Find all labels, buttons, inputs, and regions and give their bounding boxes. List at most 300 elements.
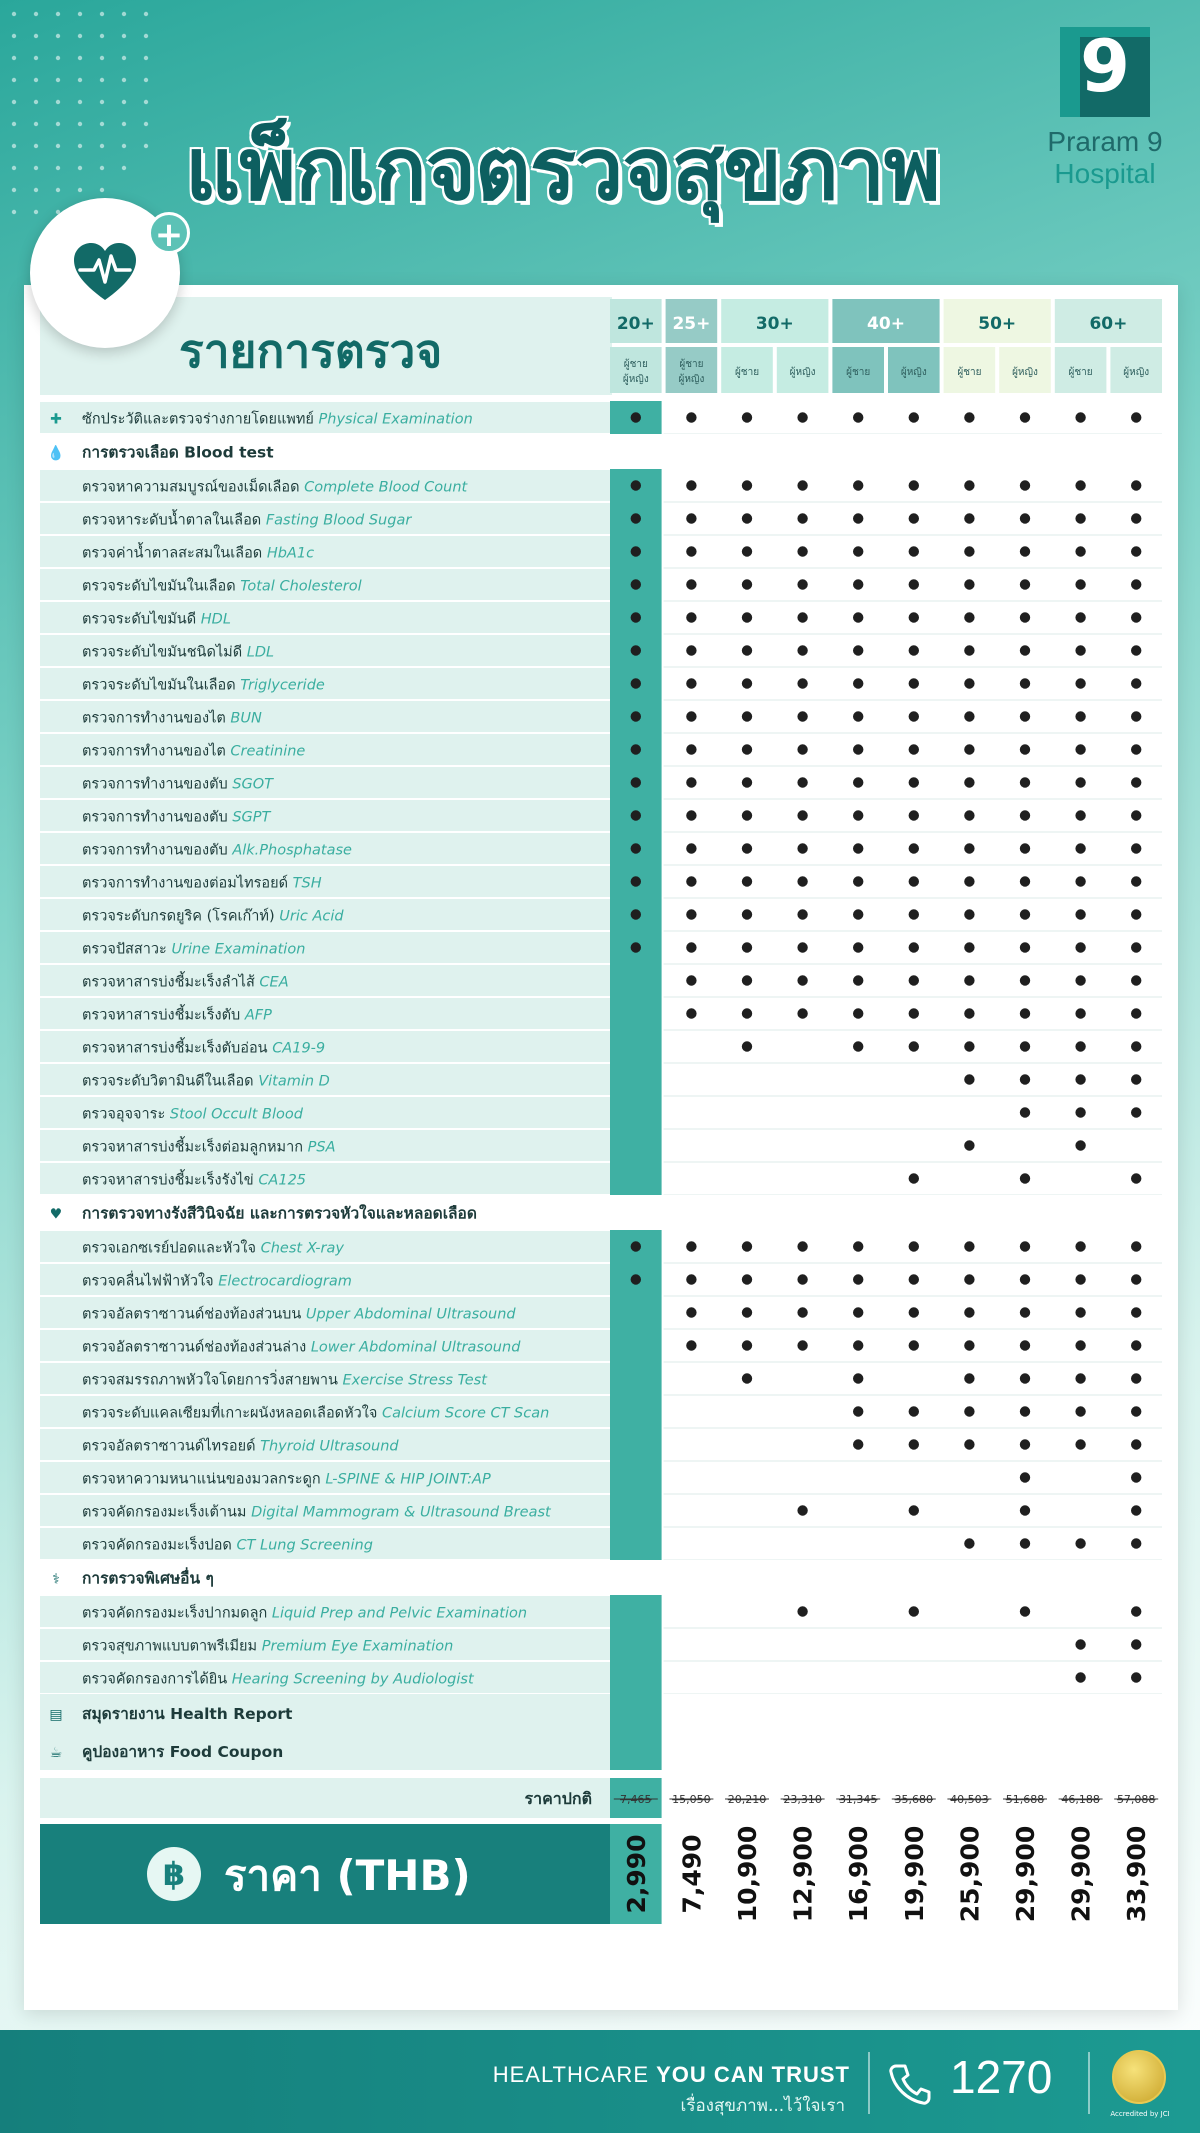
test-label — [82, 1271, 352, 1290]
test-label — [82, 1339, 521, 1356]
included-dot — [964, 777, 974, 787]
phone-icon[interactable] — [885, 2060, 933, 2108]
included-dot — [853, 711, 863, 721]
test-label-en: Physical Examination — [318, 411, 473, 428]
included-dot — [797, 1340, 807, 1350]
included-dot — [909, 579, 919, 589]
included-dot — [1020, 579, 1030, 589]
included-dot — [964, 480, 974, 490]
test-label-th: ตรวจหาความสมบูรณ์ของเม็ดเลือด — [82, 479, 305, 496]
included-dot — [853, 1340, 863, 1350]
test-label-th: ตรวจอัลตราซาวนด์ช่องท้องส่วนล่าง — [82, 1339, 311, 1356]
included-dot — [1131, 1439, 1141, 1449]
test-label-th: ตรวจหาสารบ่งชี้มะเร็งรังไข่ — [82, 1172, 259, 1189]
included-dot — [1131, 513, 1141, 523]
included-dot — [797, 711, 807, 721]
included-dot — [909, 412, 919, 422]
included-dot — [909, 843, 919, 853]
baht-symbol: ฿ — [162, 1855, 186, 1893]
test-row — [40, 1096, 1162, 1129]
included-dot — [1131, 1340, 1141, 1350]
test-label-th: ตรวจอัลตราซาวนด์ไทรอยด์ — [82, 1438, 261, 1455]
test-label-th: ตรวจสุขภาพแบบตาพรีเมียม — [82, 1638, 262, 1655]
gender-label: ผู้หญิง — [900, 367, 927, 378]
included-dot — [1020, 1041, 1030, 1051]
included-dot — [1020, 744, 1030, 754]
included-dot — [686, 843, 696, 853]
test-label-en: Premium Eye Examination — [261, 1638, 454, 1655]
normal-price: 7,465 — [620, 1793, 652, 1806]
test-label-en: TSH — [292, 875, 322, 892]
included-dot — [797, 1241, 807, 1251]
included-dot — [1020, 412, 1030, 422]
included-dot — [1020, 546, 1030, 556]
gender-label: ผู้ชาย — [734, 367, 760, 378]
included-dot — [742, 513, 752, 523]
included-dot — [1131, 909, 1141, 919]
included-dot — [686, 678, 696, 688]
included-dot — [1075, 909, 1085, 919]
footer-tagline-th: เรื่องสุขภาพ...ไว้ใจเรา — [680, 2096, 845, 2116]
test-label — [82, 1239, 344, 1257]
test-row — [40, 766, 1162, 799]
included-dot — [853, 1307, 863, 1317]
test-label-en: Triglyceride — [240, 677, 325, 694]
included-dot — [1131, 645, 1141, 655]
included-dot — [1075, 1041, 1085, 1051]
included-dot — [1131, 711, 1141, 721]
age-group-label: 30+ — [755, 314, 794, 334]
included-dot — [1020, 711, 1030, 721]
highlight-col-cell — [610, 1162, 662, 1195]
included-dot — [909, 480, 919, 490]
notebook-icon: ▤ — [49, 1707, 63, 1723]
gender-label: ผู้ชาย — [1068, 367, 1093, 378]
included-dot — [631, 1241, 641, 1251]
test-label-th: ตรวจการทำงานของไต — [82, 710, 231, 727]
test-label-th: ตรวจการทำงานของตับ — [82, 776, 233, 793]
included-dot — [742, 546, 752, 556]
included-dot — [686, 480, 696, 490]
test-label-en: LDL — [246, 644, 275, 661]
included-dot — [853, 1041, 863, 1051]
test-label-th: ตรวจหาสารบ่งชี้มะเร็งตับอ่อน — [82, 1040, 273, 1057]
included-dot — [1020, 480, 1030, 490]
included-dot — [853, 412, 863, 422]
included-dot — [1020, 1439, 1030, 1449]
blood-drop-icon: 💧 — [47, 445, 65, 462]
gender-label: ผู้หญิง — [1123, 367, 1150, 378]
stethoscope-icon: ⚕ — [52, 1571, 60, 1588]
included-dot — [909, 909, 919, 919]
age-group-label: 20+ — [616, 314, 655, 334]
included-dot — [909, 612, 919, 622]
test-row — [40, 535, 1162, 568]
included-dot — [1131, 1606, 1141, 1616]
included-dot — [909, 1307, 919, 1317]
test-label-th: ตรวจระดับแคลเซียมที่เกาะผนังหลอดเลือดหัวใจ — [82, 1405, 382, 1422]
test-label-en: SGPT — [232, 809, 271, 826]
included-dot — [1131, 1274, 1141, 1284]
highlight-col-cell — [610, 997, 662, 1030]
test-row — [40, 1595, 1162, 1628]
test-label-en: Upper Abdominal Ultrasound — [305, 1306, 516, 1323]
test-row — [40, 1030, 1162, 1063]
highlight-col-cell — [610, 964, 662, 997]
test-row — [40, 832, 1162, 865]
test-row — [40, 799, 1162, 832]
included-dot — [964, 1074, 974, 1084]
included-dot — [1131, 1639, 1141, 1649]
included-dot — [686, 909, 696, 919]
included-dot — [631, 612, 641, 622]
included-dot — [964, 876, 974, 886]
included-dot — [1075, 513, 1085, 523]
included-dot — [742, 711, 752, 721]
included-dot — [853, 975, 863, 985]
test-row — [40, 1428, 1162, 1461]
normal-price: 46,188 — [1061, 1793, 1100, 1806]
included-dot — [686, 513, 696, 523]
included-dot — [1075, 1074, 1085, 1084]
included-dot — [797, 645, 807, 655]
test-label — [82, 942, 305, 958]
included-dot — [964, 1340, 974, 1350]
included-dot — [686, 1340, 696, 1350]
test-label-th: ตรวจหาระดับน้ำตาลในเลือด — [82, 512, 266, 529]
test-label-th: ตรวจคัดกรองมะเร็งปอด — [82, 1537, 237, 1554]
included-dot — [1075, 711, 1085, 721]
highlight-col-cell — [610, 1296, 662, 1329]
included-dot — [631, 546, 641, 556]
included-dot — [1075, 1439, 1085, 1449]
included-dot — [1131, 1107, 1141, 1117]
package-price: 10,900 — [733, 1825, 762, 1923]
included-dot — [1020, 1008, 1030, 1018]
included-dot — [964, 645, 974, 655]
test-label-th: ตรวจหาสารบ่งชี้มะเร็งลำไส้ — [82, 974, 260, 991]
test-label — [82, 1370, 488, 1389]
test-label — [82, 477, 469, 496]
test-label-en: CT Lung Screening — [236, 1537, 373, 1554]
included-dot — [797, 1606, 807, 1616]
test-label-en: Vitamin D — [258, 1073, 330, 1090]
package-price: 7,490 — [677, 1834, 707, 1914]
included-dot — [742, 579, 752, 589]
section-row — [40, 1195, 1162, 1230]
included-dot — [964, 1241, 974, 1251]
test-row — [40, 1129, 1162, 1162]
included-dot — [1075, 1307, 1085, 1317]
included-dot — [1075, 480, 1085, 490]
included-dot — [631, 645, 641, 655]
included-dot — [797, 579, 807, 589]
footer-tagline-2: YOU CAN TRUST — [656, 2062, 850, 2087]
included-dot — [853, 1373, 863, 1383]
included-dot — [1131, 1173, 1141, 1183]
included-dot — [742, 678, 752, 688]
test-label-th: ตรวจคัดกรองมะเร็งเต้านม — [82, 1504, 252, 1521]
gender-label: ผู้ชาย — [846, 367, 871, 378]
test-row — [40, 1063, 1162, 1096]
included-dot — [1020, 1538, 1030, 1548]
included-dot — [853, 1439, 863, 1449]
included-dot — [1075, 1274, 1085, 1284]
test-label-th: ตรวจการทำงานของไต — [82, 743, 231, 760]
test-label-th: ตรวจคัดกรองการได้ยิน — [82, 1671, 232, 1688]
included-dot — [1075, 810, 1085, 820]
test-label — [82, 1437, 399, 1455]
included-dot — [797, 744, 807, 754]
test-label-en: Calcium Score CT Scan — [381, 1405, 550, 1422]
section-title: การตรวจทางรังสีวินิจฉัย และการตรวจหัวใจและหลอดเลือด — [82, 1204, 477, 1223]
included-dot — [909, 1241, 919, 1251]
included-dot — [1020, 1107, 1030, 1117]
section-row — [40, 1694, 1162, 1732]
included-dot — [1020, 1472, 1030, 1482]
test-row — [40, 997, 1162, 1030]
highlight-col-cell — [610, 1694, 662, 1732]
test-row — [40, 469, 1162, 502]
included-dot — [1131, 942, 1141, 952]
included-dot — [964, 678, 974, 688]
test-label — [82, 1603, 527, 1622]
included-dot — [909, 876, 919, 886]
section-row — [40, 1732, 1162, 1770]
included-dot — [853, 678, 863, 688]
included-dot — [631, 909, 641, 919]
included-dot — [686, 876, 696, 886]
section-title: การตรวจเลือด Blood test — [82, 443, 274, 462]
age-group-label: 50+ — [978, 314, 1017, 334]
package-price: 25,900 — [955, 1825, 985, 1923]
test-label-th: ตรวจหาความหนาแน่นของมวลกระดูก — [82, 1471, 326, 1488]
test-label-en: Uric Acid — [279, 908, 344, 925]
included-dot — [797, 810, 807, 820]
included-dot — [1020, 810, 1030, 820]
included-dot — [686, 612, 696, 622]
included-dot — [964, 744, 974, 754]
jci-seal — [1112, 2050, 1166, 2104]
included-dot — [909, 678, 919, 688]
included-dot — [1020, 1241, 1030, 1251]
included-dot — [964, 843, 974, 853]
test-label-th: ตรวจระดับไขมันชนิดไม่ดี — [82, 644, 247, 661]
gender-label: ผู้ชาย — [679, 359, 704, 370]
included-dot — [964, 711, 974, 721]
package-price: 16,900 — [844, 1825, 874, 1923]
test-row — [40, 568, 1162, 601]
included-dot — [853, 579, 863, 589]
plus-icon: ✚ — [50, 411, 62, 428]
test-label — [82, 1472, 491, 1488]
included-dot — [1131, 777, 1141, 787]
included-dot — [1131, 1008, 1141, 1018]
test-row — [40, 502, 1162, 535]
test-label — [82, 1535, 373, 1554]
gender-label: ผู้หญิง — [678, 374, 705, 385]
footer-bar — [0, 2030, 1200, 2133]
included-dot — [1131, 1241, 1141, 1251]
test-row — [40, 401, 1162, 434]
highlight-col-cell — [610, 1428, 662, 1461]
test-label-en: Creatinine — [230, 743, 306, 760]
included-dot — [1020, 777, 1030, 787]
included-dot — [1075, 1241, 1085, 1251]
food-icon: ☕ — [49, 1745, 63, 1761]
test-label-th: ตรวจการทำงานของตับ — [82, 809, 233, 826]
section-row — [40, 434, 1162, 469]
included-dot — [631, 579, 641, 589]
test-label — [82, 1670, 475, 1688]
included-dot — [797, 412, 807, 422]
included-dot — [853, 942, 863, 952]
included-dot — [742, 942, 752, 952]
included-dot — [742, 777, 752, 787]
included-dot — [742, 1373, 752, 1383]
test-row — [40, 898, 1162, 931]
included-dot — [909, 645, 919, 655]
included-dot — [1131, 975, 1141, 985]
included-dot — [909, 711, 919, 721]
highlight-col-cell — [610, 1461, 662, 1494]
included-dot — [1020, 645, 1030, 655]
test-label-en: Chest X-ray — [260, 1240, 344, 1257]
normal-price: 35,680 — [894, 1793, 934, 1806]
included-dot — [631, 1274, 641, 1284]
test-label-en: Stool Occult Blood — [169, 1106, 303, 1123]
included-dot — [853, 777, 863, 787]
included-dot — [1131, 1472, 1141, 1482]
included-dot — [686, 777, 696, 787]
footer-tagline — [440, 2062, 850, 2088]
included-dot — [964, 1008, 974, 1018]
test-label-th: ตรวจคัดกรองมะเร็งปากมดลูก — [82, 1605, 272, 1622]
included-dot — [631, 711, 641, 721]
test-label — [82, 742, 305, 760]
included-dot — [742, 480, 752, 490]
included-dot — [1131, 1307, 1141, 1317]
test-row — [40, 1263, 1162, 1296]
included-dot — [1131, 876, 1141, 886]
included-dot — [742, 1274, 752, 1284]
included-dot — [1075, 1008, 1085, 1018]
included-dot — [853, 546, 863, 556]
included-dot — [909, 1340, 919, 1350]
phone-number[interactable]: 1270 — [950, 2051, 1053, 2103]
test-label-en: CA19-9 — [272, 1040, 326, 1057]
included-dot — [631, 412, 641, 422]
test-label — [82, 810, 272, 826]
included-dot — [797, 678, 807, 688]
included-dot — [853, 612, 863, 622]
included-dot — [797, 975, 807, 985]
test-label — [82, 643, 274, 661]
included-dot — [631, 810, 641, 820]
test-label-en: Exercise Stress Test — [342, 1372, 487, 1389]
included-dot — [1020, 678, 1030, 688]
section-title: คูปองอาหาร Food Coupon — [82, 1743, 284, 1761]
included-dot — [853, 1241, 863, 1251]
included-dot — [1020, 1606, 1030, 1616]
included-dot — [1075, 546, 1085, 556]
included-dot — [1075, 1639, 1085, 1649]
included-dot — [742, 810, 752, 820]
included-dot — [1075, 1340, 1085, 1350]
included-dot — [964, 1274, 974, 1284]
test-label-th: ตรวจหาสารบ่งชี้มะเร็งต่อมลูกหมาก — [82, 1139, 308, 1156]
included-dot — [686, 579, 696, 589]
included-dot — [1131, 843, 1141, 853]
test-label — [82, 410, 473, 428]
test-label — [82, 843, 352, 859]
test-label — [82, 1638, 453, 1655]
included-dot — [853, 843, 863, 853]
test-label — [82, 577, 362, 595]
gender-label: ผู้หญิง — [622, 374, 649, 385]
included-dot — [1075, 579, 1085, 589]
highlight-col-cell — [610, 1628, 662, 1661]
included-dot — [686, 1274, 696, 1284]
included-dot — [686, 744, 696, 754]
highlight-col-cell — [610, 1030, 662, 1063]
included-dot — [1075, 1406, 1085, 1416]
included-dot — [964, 546, 974, 556]
test-row — [40, 1296, 1162, 1329]
normal-price: 51,688 — [1005, 1793, 1045, 1806]
included-dot — [631, 876, 641, 886]
gender-label: ผู้ชาย — [623, 359, 648, 370]
included-dot — [686, 975, 696, 985]
test-row — [40, 1162, 1162, 1195]
included-dot — [1075, 1672, 1085, 1682]
included-dot — [909, 1606, 919, 1616]
package-price: 33,900 — [1122, 1825, 1152, 1923]
included-dot — [909, 777, 919, 787]
age-group-label: 60+ — [1089, 314, 1128, 334]
included-dot — [853, 480, 863, 490]
highlight-col-cell — [610, 1329, 662, 1362]
included-dot — [909, 1041, 919, 1051]
test-label-th: ตรวจระดับกรดยูริค (โรคเก๊าท์) — [82, 908, 280, 925]
included-dot — [686, 1008, 696, 1018]
included-dot — [964, 975, 974, 985]
included-dot — [909, 1439, 919, 1449]
test-label-th: ตรวจหาสารบ่งชี้มะเร็งตับ — [82, 1007, 245, 1024]
highlight-col-cell — [610, 1063, 662, 1096]
included-dot — [797, 843, 807, 853]
highlight-col-cell — [610, 1595, 662, 1628]
included-dot — [1020, 1505, 1030, 1515]
included-dot — [1020, 1274, 1030, 1284]
included-dot — [1020, 843, 1030, 853]
normal-price: 40,503 — [950, 1793, 989, 1806]
included-dot — [1075, 843, 1085, 853]
normal-price: 15,050 — [672, 1793, 711, 1806]
test-row — [40, 865, 1162, 898]
section-title: สมุดรายงาน Health Report — [82, 1705, 293, 1723]
included-dot — [631, 843, 641, 853]
included-dot — [797, 546, 807, 556]
gender-header-cell — [666, 347, 718, 393]
included-dot — [1075, 645, 1085, 655]
gender-header-cell — [610, 347, 662, 393]
gender-label: ผู้หญิง — [789, 367, 816, 378]
test-label-en: PSA — [307, 1139, 336, 1156]
included-dot — [1020, 1074, 1030, 1084]
included-dot — [853, 1274, 863, 1284]
included-dot — [797, 777, 807, 787]
